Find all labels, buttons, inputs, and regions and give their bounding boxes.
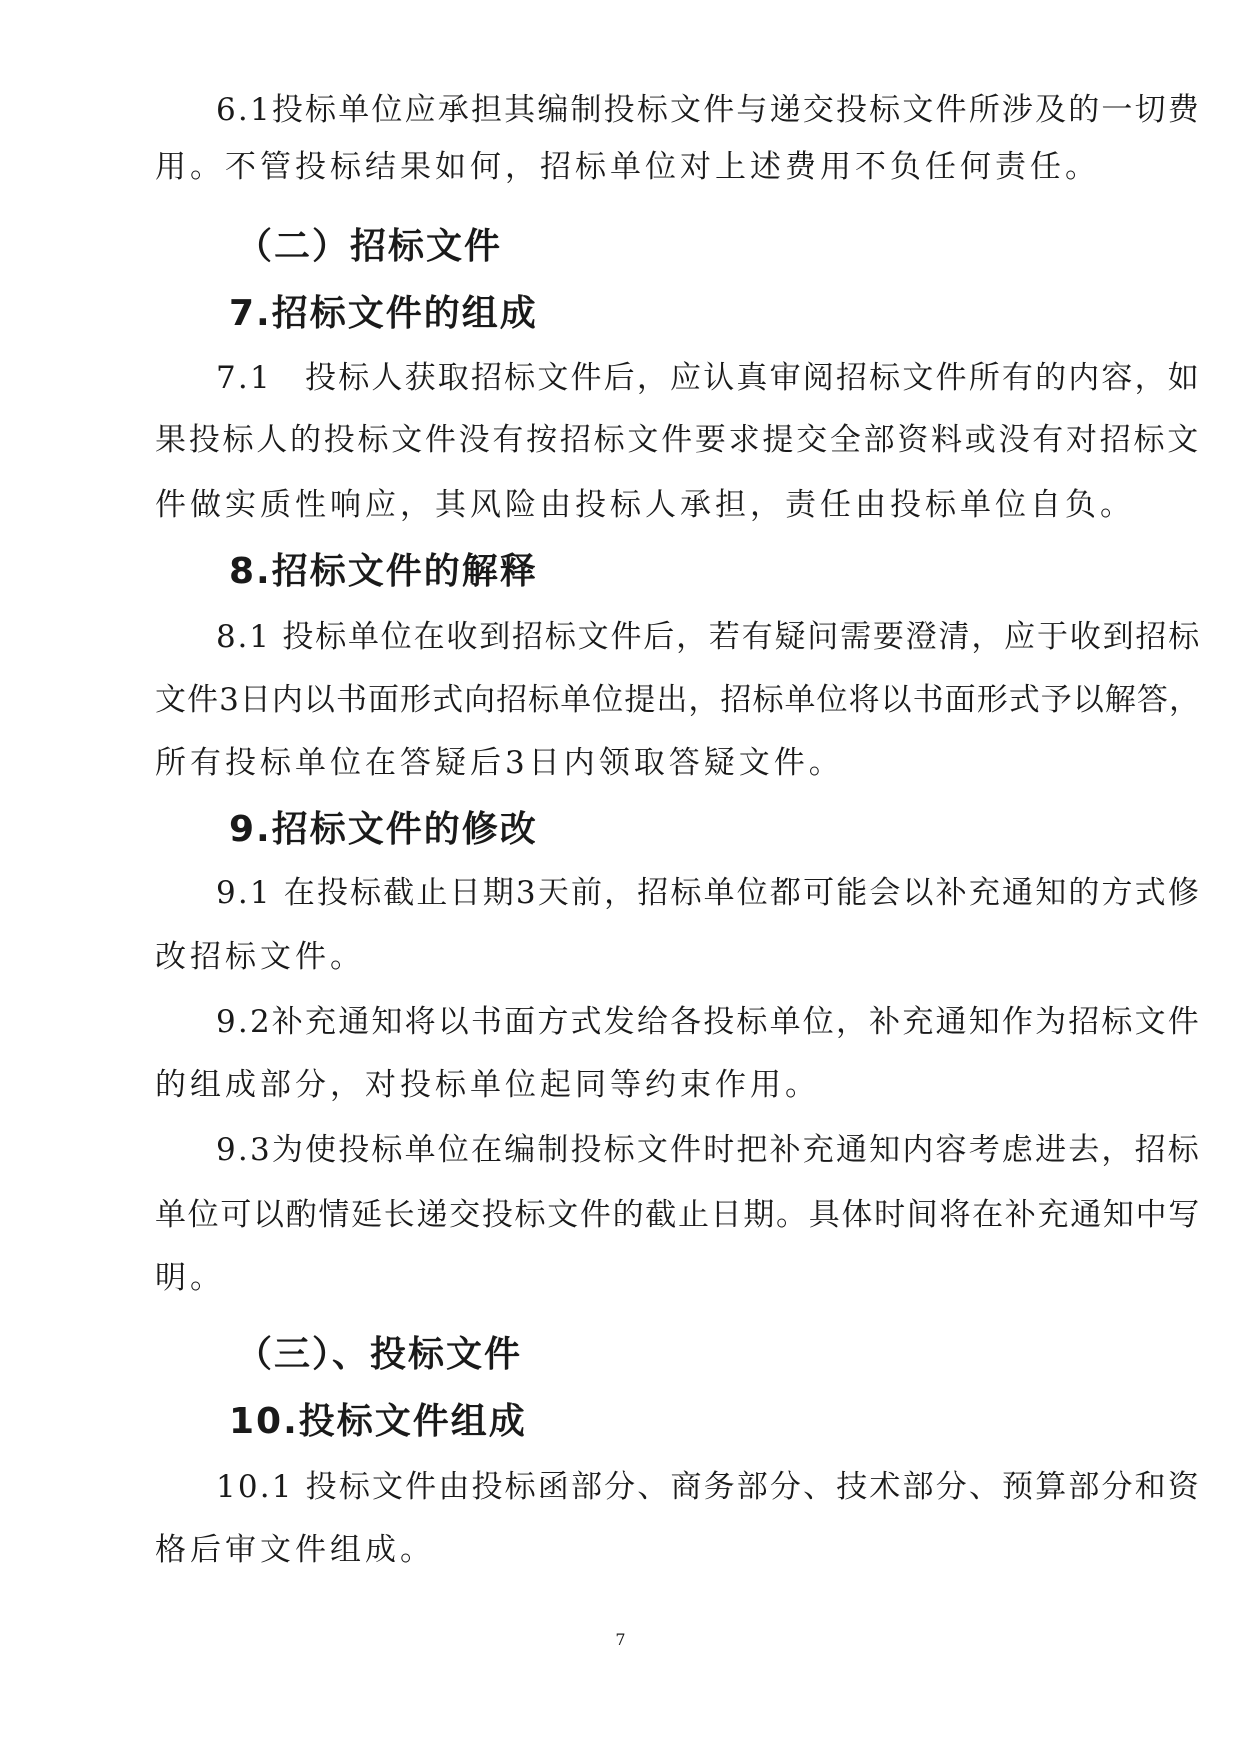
- paragraph-6-1-line-1: 6.1投标单位应承担其编制投标文件与递交投标文件所涉及的一切费: [216, 92, 1201, 128]
- paragraph-8-1-line-2: 文件3日内以书面形式向招标单位提出，招标单位将以书面形式予以解答，: [155, 682, 1201, 718]
- paragraph-8-1-line-1: 8.1 投标单位在收到招标文件后，若有疑问需要澄清，应于收到招标: [216, 619, 1201, 655]
- heading-9: 9.招标文件的修改: [229, 809, 538, 850]
- paragraph-8-1-line-3: 所有投标单位在答疑后3日内领取答疑文件。: [155, 745, 844, 781]
- page-number: 7: [615, 1630, 626, 1649]
- paragraph-10-1-line-1: 10.1 投标文件由投标函部分、商务部分、技术部分、预算部分和资: [216, 1469, 1201, 1505]
- paragraph-7-1-line-3: 件做实质性响应，其风险由投标人承担，责任由投标单位自负。: [155, 487, 1135, 523]
- section-heading-2: （二）招标文件: [236, 226, 503, 267]
- paragraph-10-1-line-2: 格后审文件组成。: [155, 1532, 435, 1568]
- paragraph-9-2-line-1: 9.2补充通知将以书面方式发给各投标单位，补充通知作为招标文件: [216, 1004, 1201, 1040]
- paragraph-9-1-line-2: 改招标文件。: [155, 939, 365, 975]
- heading-10: 10.投标文件组成: [229, 1401, 527, 1442]
- paragraph-9-3-line-3: 明。: [155, 1260, 225, 1296]
- paragraph-9-1-line-1: 9.1 在投标截止日期3天前，招标单位都可能会以补充通知的方式修: [216, 875, 1201, 911]
- paragraph-9-3-line-1: 9.3为使投标单位在编制投标文件时把补充通知内容考虑进去，招标: [216, 1132, 1201, 1168]
- paragraph-9-2-line-2: 的组成部分，对投标单位起同等约束作用。: [155, 1067, 820, 1103]
- heading-7: 7.招标文件的组成: [229, 293, 538, 334]
- paragraph-6-1-line-2: 用。不管投标结果如何，招标单位对上述费用不负任何责任。: [155, 149, 1100, 185]
- heading-8: 8.招标文件的解释: [229, 551, 538, 592]
- section-heading-3: （三）、投标文件: [236, 1334, 523, 1375]
- paragraph-9-3-line-2: 单位可以酌情延长递交投标文件的截止日期。具体时间将在补充通知中写: [155, 1197, 1201, 1233]
- paragraph-7-1-line-1: 7.1 投标人获取招标文件后，应认真审阅招标文件所有的内容，如: [216, 360, 1201, 396]
- paragraph-7-1-line-2: 果投标人的投标文件没有按招标文件要求提交全部资料或没有对招标文: [155, 422, 1201, 458]
